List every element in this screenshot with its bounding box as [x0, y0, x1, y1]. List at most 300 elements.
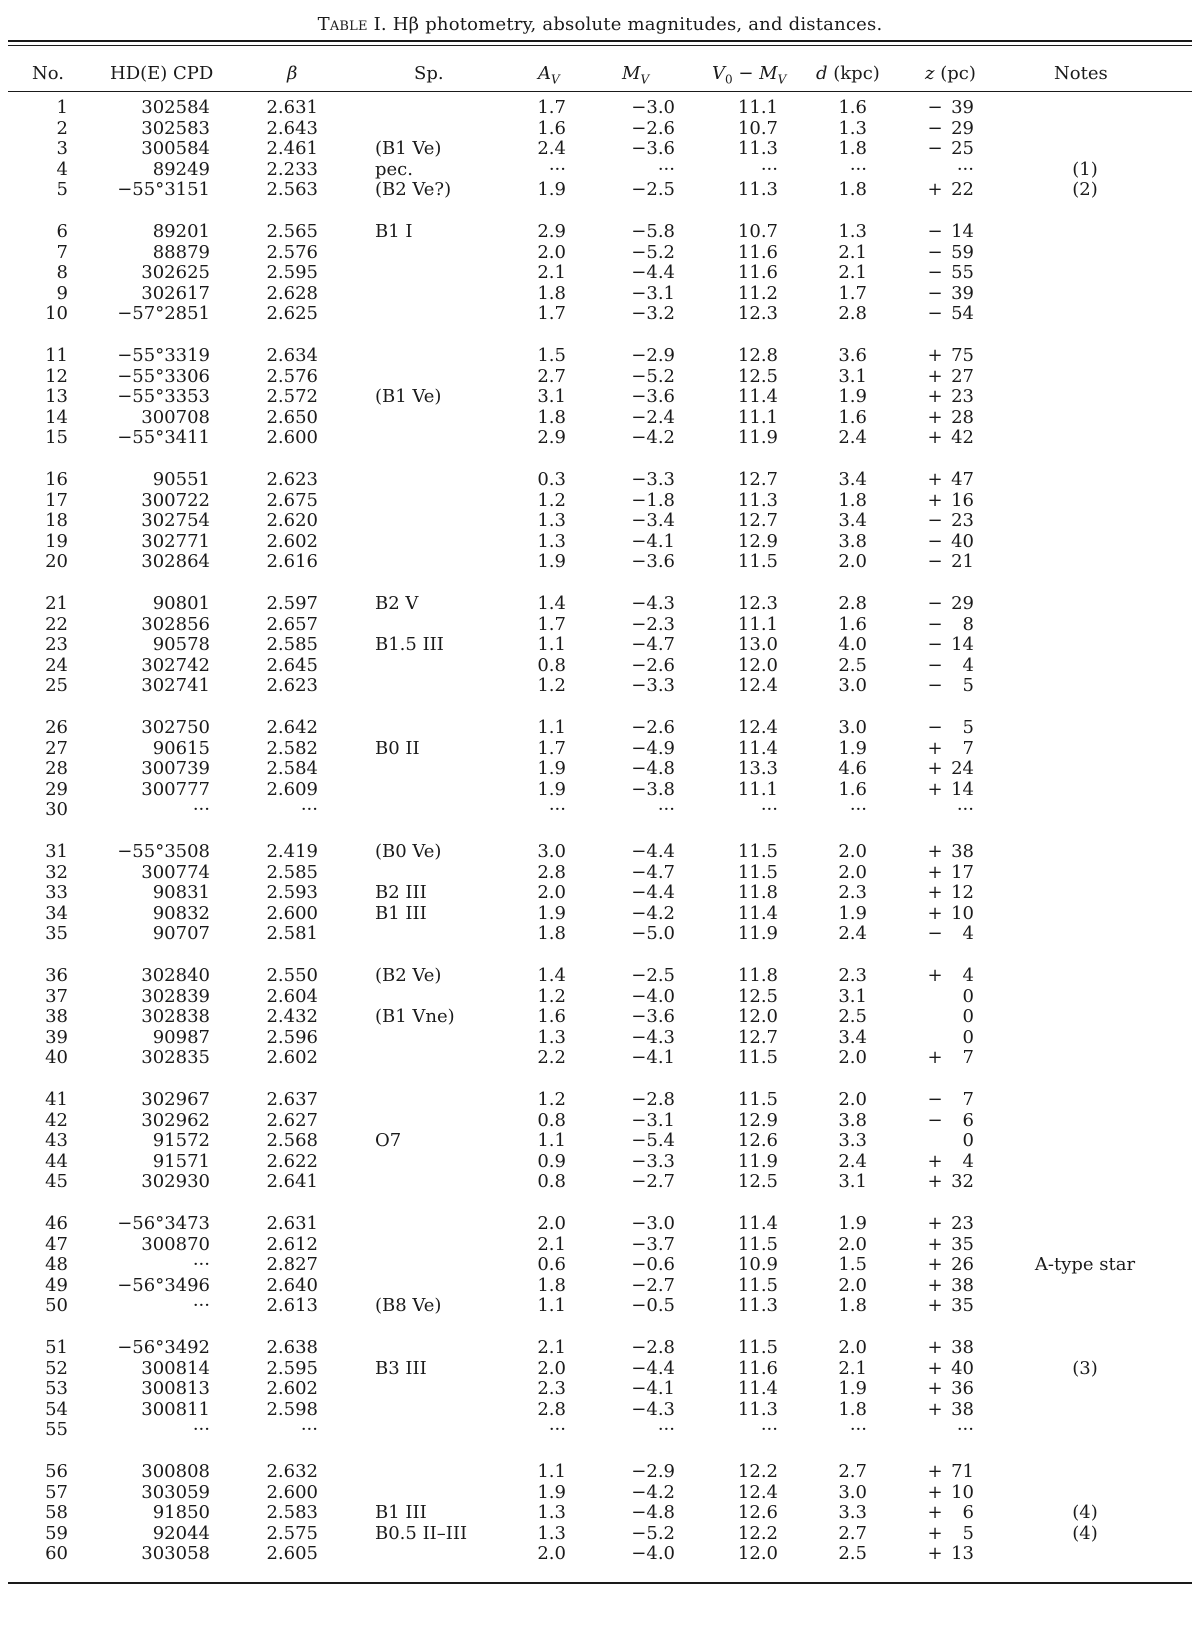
- cell-hd: 90987: [152, 1026, 210, 1048]
- header-d: d (kpc): [816, 63, 880, 84]
- cell-z-value: 29: [951, 117, 974, 139]
- cell-z-value: 25: [951, 138, 974, 159]
- cell-z-sign: +: [927, 365, 943, 387]
- cell-vm: 12.4: [737, 675, 778, 696]
- cell-z-value: 55: [951, 262, 974, 283]
- cell-av: 2.1: [537, 262, 566, 283]
- cell-d: 2.0: [838, 841, 867, 862]
- cell-no: 49: [45, 1274, 68, 1296]
- cell-z-sign: −: [927, 1089, 943, 1110]
- cell-z-value: 27: [951, 365, 974, 387]
- bottom-rule: [8, 1582, 1192, 1584]
- table-row: [0, 1255, 1200, 1276]
- header-hd: HD(E) CPD: [110, 63, 214, 84]
- row-group: [0, 346, 1200, 449]
- cell-mv: −4.7: [631, 861, 675, 883]
- cell-beta: 2.616: [266, 551, 318, 572]
- cell-vm: 10.7: [737, 221, 778, 242]
- cell-no: 44: [45, 1150, 68, 1172]
- cell-vm: 12.7: [737, 510, 778, 531]
- cell-no: 15: [45, 427, 68, 448]
- cell-beta: 2.642: [266, 717, 318, 738]
- cell-d: 2.8: [838, 303, 867, 324]
- table-row: [0, 180, 1200, 201]
- cell-av: 3.1: [537, 386, 566, 407]
- cell-hd: 300777: [141, 778, 210, 800]
- cell-d: 2.1: [838, 1357, 867, 1379]
- cell-z-value: 38: [951, 841, 974, 862]
- cell-beta: 2.620: [266, 510, 318, 531]
- cell-mv: −3.3: [631, 675, 675, 696]
- cell-no: 53: [45, 1378, 68, 1399]
- cell-vm: 11.3: [737, 1398, 778, 1420]
- table-row: [0, 1214, 1200, 1235]
- cell-vm: 12.5: [737, 1171, 778, 1192]
- cell-no: 12: [45, 365, 68, 387]
- cell-z-value: 35: [951, 1295, 974, 1316]
- cell-vm: 11.9: [737, 1150, 778, 1172]
- cell-mv: −5.2: [631, 241, 675, 263]
- cell-mv: −4.1: [631, 1047, 675, 1068]
- table-row: [0, 1090, 1200, 1111]
- cell-hd: 302864: [141, 551, 210, 572]
- cell-d: 3.1: [838, 985, 867, 1007]
- cell-beta: 2.598: [266, 1398, 318, 1420]
- cell-hd: 300813: [141, 1378, 210, 1399]
- cell-d: 3.8: [838, 530, 867, 552]
- cell-beta: 2.563: [266, 179, 318, 200]
- cell-no: 52: [45, 1357, 68, 1379]
- cell-hd: 90801: [152, 593, 210, 614]
- cell-hd: 90615: [152, 737, 210, 759]
- cell-beta: 2.581: [266, 923, 318, 944]
- cell-av: 1.7: [537, 97, 566, 118]
- cell-z-sign: +: [927, 469, 943, 490]
- cell-mv: −3.0: [631, 1213, 675, 1234]
- cell-no: 54: [45, 1398, 68, 1420]
- table-row: [0, 863, 1200, 884]
- table-row: [0, 1338, 1200, 1359]
- cell-hd: 302771: [141, 530, 210, 552]
- cell-z-sign: −: [927, 241, 943, 263]
- cell-z-value: ···: [956, 1419, 974, 1440]
- cell-vm: ···: [760, 158, 778, 180]
- header-av: $A_V$: [538, 63, 560, 87]
- table-row: [0, 243, 1200, 264]
- cell-beta: 2.631: [266, 97, 318, 118]
- cell-beta: 2.645: [266, 654, 318, 676]
- table-row: [0, 1359, 1200, 1380]
- cell-beta: 2.827: [266, 1254, 318, 1275]
- cell-d: 1.3: [838, 221, 867, 242]
- table-row: [0, 924, 1200, 945]
- cell-z-value: 38: [951, 1337, 974, 1358]
- cell-no: 19: [45, 530, 68, 552]
- cell-hd: 302617: [141, 282, 210, 304]
- cell-beta: 2.602: [266, 1047, 318, 1068]
- cell-av: 1.3: [537, 530, 566, 552]
- cell-av: 1.2: [537, 489, 566, 511]
- cell-mv: −2.7: [631, 1274, 675, 1296]
- cell-d: 4.6: [838, 758, 867, 779]
- cell-beta: 2.596: [266, 1026, 318, 1048]
- table-row: [0, 594, 1200, 615]
- cell-mv: −5.2: [631, 1522, 675, 1544]
- cell-av: 2.8: [537, 861, 566, 883]
- cell-av: 1.9: [537, 902, 566, 924]
- table-row: [0, 387, 1200, 408]
- cell-z-value: 22: [951, 179, 974, 200]
- cell-no: 16: [45, 469, 68, 490]
- cell-d: 1.8: [838, 179, 867, 200]
- cell-hd: 302856: [141, 613, 210, 635]
- cell-hd: 302967: [141, 1089, 210, 1110]
- cell-av: 1.4: [537, 593, 566, 614]
- cell-hd: 302583: [141, 117, 210, 139]
- cell-hd: ···: [192, 799, 210, 820]
- cell-z-value: 0: [962, 1026, 974, 1048]
- cell-beta: 2.597: [266, 593, 318, 614]
- row-group: [0, 1090, 1200, 1193]
- cell-d: 2.0: [838, 1047, 867, 1068]
- cell-beta: 2.628: [266, 282, 318, 304]
- cell-z-sign: +: [927, 902, 943, 924]
- cell-z-sign: +: [927, 1295, 943, 1316]
- cell-vm: 11.5: [737, 1089, 778, 1110]
- cell-hd: 303058: [141, 1543, 210, 1564]
- cell-d: 3.4: [838, 1026, 867, 1048]
- cell-d: 3.3: [838, 1130, 867, 1151]
- cell-av: 1.1: [537, 717, 566, 738]
- cell-d: 3.8: [838, 1109, 867, 1131]
- cell-z-sign: +: [927, 1213, 943, 1234]
- table-row: [0, 367, 1200, 388]
- cell-z-value: 23: [951, 1213, 974, 1234]
- cell-hd: −55°3508: [117, 841, 210, 862]
- cell-z-value: 35: [951, 1233, 974, 1255]
- cell-d: 2.8: [838, 593, 867, 614]
- cell-no: 45: [45, 1171, 68, 1192]
- cell-z-sign: −: [927, 117, 943, 139]
- cell-mv: −3.1: [631, 1109, 675, 1131]
- cell-beta: 2.575: [266, 1522, 318, 1544]
- cell-beta: 2.600: [266, 427, 318, 448]
- table-title-text: Hβ photometry, absolute magnitudes, and distances.: [392, 14, 883, 35]
- cell-hd: 300584: [141, 138, 210, 159]
- table-row: [0, 1524, 1200, 1545]
- cell-z-value: 0: [962, 1130, 974, 1151]
- cell-z-sign: −: [927, 303, 943, 324]
- cell-sp: O7: [375, 1130, 402, 1151]
- cell-d: ···: [849, 1419, 867, 1440]
- table-row: [0, 1172, 1200, 1193]
- row-group: [0, 470, 1200, 573]
- cell-vm: 11.1: [737, 613, 778, 635]
- cell-no: 55: [45, 1419, 68, 1440]
- cell-z-sign: +: [927, 1171, 943, 1192]
- cell-d: 3.3: [838, 1502, 867, 1523]
- cell-beta: 2.623: [266, 675, 318, 696]
- table-row: [0, 139, 1200, 160]
- table-row: [0, 119, 1200, 140]
- cell-av: 2.4: [537, 138, 566, 159]
- cell-hd: 91850: [152, 1502, 210, 1523]
- cell-av: 1.1: [537, 1461, 566, 1482]
- cell-z-value: 10: [951, 902, 974, 924]
- cell-z-value: 12: [951, 882, 974, 903]
- table-row: [0, 470, 1200, 491]
- cell-av: 1.5: [537, 345, 566, 366]
- cell-mv: −4.8: [631, 1502, 675, 1523]
- cell-vm: 11.9: [737, 427, 778, 448]
- header-z: z (pc): [925, 63, 976, 84]
- cell-beta: 2.583: [266, 1502, 318, 1523]
- cell-beta: 2.233: [266, 158, 318, 180]
- cell-z-sign: +: [927, 882, 943, 903]
- cell-z-value: 29: [951, 593, 974, 614]
- cell-z-value: 24: [951, 758, 974, 779]
- cell-mv: −4.9: [631, 737, 675, 759]
- table-row: [0, 842, 1200, 863]
- cell-no: 6: [56, 221, 68, 242]
- cell-beta: 2.600: [266, 902, 318, 924]
- cell-av: 2.3: [537, 1378, 566, 1399]
- cell-no: 18: [45, 510, 68, 531]
- cell-z-value: 39: [951, 282, 974, 304]
- cell-beta: 2.419: [266, 841, 318, 862]
- cell-hd: 302840: [141, 965, 210, 986]
- cell-beta: 2.627: [266, 1109, 318, 1131]
- table-row: [0, 1462, 1200, 1483]
- table-row: [0, 1400, 1200, 1421]
- cell-hd: 300739: [141, 758, 210, 779]
- cell-no: 14: [45, 406, 68, 428]
- cell-mv: ···: [657, 1419, 675, 1440]
- cell-av: 1.6: [537, 1006, 566, 1027]
- cell-no: 13: [45, 386, 68, 407]
- cell-hd: 302835: [141, 1047, 210, 1068]
- cell-note: (1): [1072, 158, 1098, 180]
- cell-z-value: 14: [951, 634, 974, 655]
- cell-av: 1.3: [537, 1026, 566, 1048]
- cell-no: 31: [45, 841, 68, 862]
- cell-av: 1.8: [537, 282, 566, 304]
- cell-av: 2.8: [537, 1398, 566, 1420]
- cell-d: 2.7: [838, 1522, 867, 1544]
- cell-av: 2.1: [537, 1233, 566, 1255]
- cell-no: 8: [56, 262, 68, 283]
- cell-av: 2.1: [537, 1337, 566, 1358]
- cell-av: 2.0: [537, 1357, 566, 1379]
- cell-vm: 11.1: [737, 778, 778, 800]
- table-row: [0, 284, 1200, 305]
- cell-no: 40: [45, 1047, 68, 1068]
- cell-d: 2.0: [838, 1337, 867, 1358]
- cell-vm: 11.5: [737, 551, 778, 572]
- cell-hd: 300774: [141, 861, 210, 883]
- cell-hd: 90551: [152, 469, 210, 490]
- table-row: [0, 1296, 1200, 1317]
- cell-z-value: 4: [962, 1150, 974, 1172]
- table-row: [0, 883, 1200, 904]
- cell-vm: 12.6: [737, 1130, 778, 1151]
- cell-mv: −2.5: [631, 179, 675, 200]
- cell-vm: 11.5: [737, 1233, 778, 1255]
- cell-av: 1.8: [537, 406, 566, 428]
- cell-z-value: 14: [951, 778, 974, 800]
- cell-vm: 11.6: [737, 1357, 778, 1379]
- table-row: [0, 800, 1200, 821]
- cell-d: 1.6: [838, 97, 867, 118]
- cell-z-value: 4: [962, 654, 974, 676]
- cell-d: 2.0: [838, 861, 867, 883]
- cell-sp: B1 III: [375, 902, 427, 924]
- cell-d: 4.0: [838, 634, 867, 655]
- cell-beta: 2.593: [266, 882, 318, 903]
- cell-mv: −4.4: [631, 882, 675, 903]
- cell-z-value: 39: [951, 97, 974, 118]
- cell-mv: −2.6: [631, 654, 675, 676]
- cell-no: 11: [45, 345, 68, 366]
- cell-sp: B2 V: [375, 593, 419, 614]
- cell-beta: 2.602: [266, 530, 318, 552]
- cell-d: 2.1: [838, 241, 867, 263]
- cell-no: 20: [45, 551, 68, 572]
- cell-d: 2.5: [838, 654, 867, 676]
- cell-vm: 11.1: [737, 406, 778, 428]
- header-mv: $M_V$: [622, 63, 650, 87]
- cell-hd: 302742: [141, 654, 210, 676]
- cell-vm: 11.5: [737, 1274, 778, 1296]
- cell-no: 39: [45, 1026, 68, 1048]
- cell-d: 1.8: [838, 1295, 867, 1316]
- cell-d: 1.8: [838, 1398, 867, 1420]
- cell-beta: 2.613: [266, 1295, 318, 1316]
- cell-no: 41: [45, 1089, 68, 1110]
- cell-z-sign: −: [927, 530, 943, 552]
- cell-beta: 2.576: [266, 241, 318, 263]
- cell-mv: −2.3: [631, 613, 675, 635]
- cell-d: 1.6: [838, 406, 867, 428]
- cell-hd: −55°3319: [117, 345, 210, 366]
- cell-beta: ···: [300, 1419, 318, 1440]
- cell-vm: 11.4: [737, 386, 778, 407]
- cell-hd: ···: [192, 1419, 210, 1440]
- cell-av: 0.6: [537, 1254, 566, 1275]
- cell-mv: −4.4: [631, 1357, 675, 1379]
- table-row: [0, 408, 1200, 429]
- cell-note: (4): [1072, 1522, 1098, 1544]
- cell-d: 1.7: [838, 282, 867, 304]
- cell-beta: 2.638: [266, 1337, 318, 1358]
- cell-no: 46: [45, 1213, 68, 1234]
- header-sp: Sp.: [414, 63, 444, 84]
- table-row: [0, 904, 1200, 925]
- cell-z-value: 8: [962, 613, 974, 635]
- cell-no: 34: [45, 902, 68, 924]
- cell-z-sign: +: [927, 1254, 943, 1275]
- cell-hd: 302962: [141, 1109, 210, 1131]
- cell-hd: −55°3306: [117, 365, 210, 387]
- cell-z-sign: −: [927, 97, 943, 118]
- header-rule: [8, 91, 1192, 92]
- cell-z-value: ···: [956, 799, 974, 820]
- cell-mv: −4.2: [631, 1481, 675, 1503]
- table-row: [0, 676, 1200, 697]
- cell-vm: 12.9: [737, 1109, 778, 1131]
- cell-vm: 11.4: [737, 1213, 778, 1234]
- cell-z-value: 0: [962, 985, 974, 1007]
- cell-beta: 2.550: [266, 965, 318, 986]
- cell-vm: 11.5: [737, 1047, 778, 1068]
- cell-av: 1.7: [537, 303, 566, 324]
- cell-beta: ···: [300, 799, 318, 820]
- cell-hd: 300870: [141, 1233, 210, 1255]
- cell-z-sign: −: [927, 717, 943, 738]
- cell-beta: 2.572: [266, 386, 318, 407]
- cell-sp: B1.5 III: [375, 634, 444, 655]
- cell-sp: (B8 Ve): [375, 1295, 442, 1316]
- cell-d: 1.5: [838, 1254, 867, 1275]
- table-row: [0, 739, 1200, 760]
- cell-vm: 12.0: [737, 654, 778, 676]
- cell-z-value: 23: [951, 386, 974, 407]
- cell-vm: 12.2: [737, 1522, 778, 1544]
- cell-z-value: 6: [962, 1502, 974, 1523]
- cell-z-sign: +: [927, 778, 943, 800]
- cell-av: 0.3: [537, 469, 566, 490]
- cell-vm: 13.0: [737, 634, 778, 655]
- cell-mv: −5.8: [631, 221, 675, 242]
- cell-beta: 2.432: [266, 1006, 318, 1027]
- row-group: [0, 718, 1200, 821]
- table-row: [0, 1420, 1200, 1441]
- cell-av: 1.9: [537, 1481, 566, 1503]
- cell-d: 1.8: [838, 489, 867, 511]
- row-group: [0, 842, 1200, 945]
- cell-z-sign: −: [927, 1109, 943, 1131]
- cell-vm: 12.3: [737, 303, 778, 324]
- cell-av: 0.9: [537, 1150, 566, 1172]
- cell-no: 7: [56, 241, 68, 263]
- cell-z-value: 42: [951, 427, 974, 448]
- cell-mv: −4.8: [631, 758, 675, 779]
- cell-mv: −3.2: [631, 303, 675, 324]
- cell-z-value: 32: [951, 1171, 974, 1192]
- cell-av: ···: [548, 1419, 566, 1440]
- cell-mv: −3.6: [631, 551, 675, 572]
- cell-mv: −4.1: [631, 530, 675, 552]
- cell-z-sign: +: [927, 1150, 943, 1172]
- cell-vm: 13.3: [737, 758, 778, 779]
- cell-vm: 11.6: [737, 262, 778, 283]
- cell-mv: −4.3: [631, 1026, 675, 1048]
- cell-z-value: 7: [962, 737, 974, 759]
- cell-av: 1.9: [537, 758, 566, 779]
- cell-vm: ···: [760, 799, 778, 820]
- table-row: [0, 759, 1200, 780]
- cell-vm: 12.8: [737, 345, 778, 366]
- cell-hd: 300708: [141, 406, 210, 428]
- cell-z-sign: +: [927, 1274, 943, 1296]
- table-row: [0, 1131, 1200, 1152]
- cell-vm: 12.7: [737, 1026, 778, 1048]
- cell-mv: −4.4: [631, 841, 675, 862]
- cell-mv: ···: [657, 799, 675, 820]
- cell-no: 33: [45, 882, 68, 903]
- cell-mv: −4.7: [631, 634, 675, 655]
- cell-beta: 2.612: [266, 1233, 318, 1255]
